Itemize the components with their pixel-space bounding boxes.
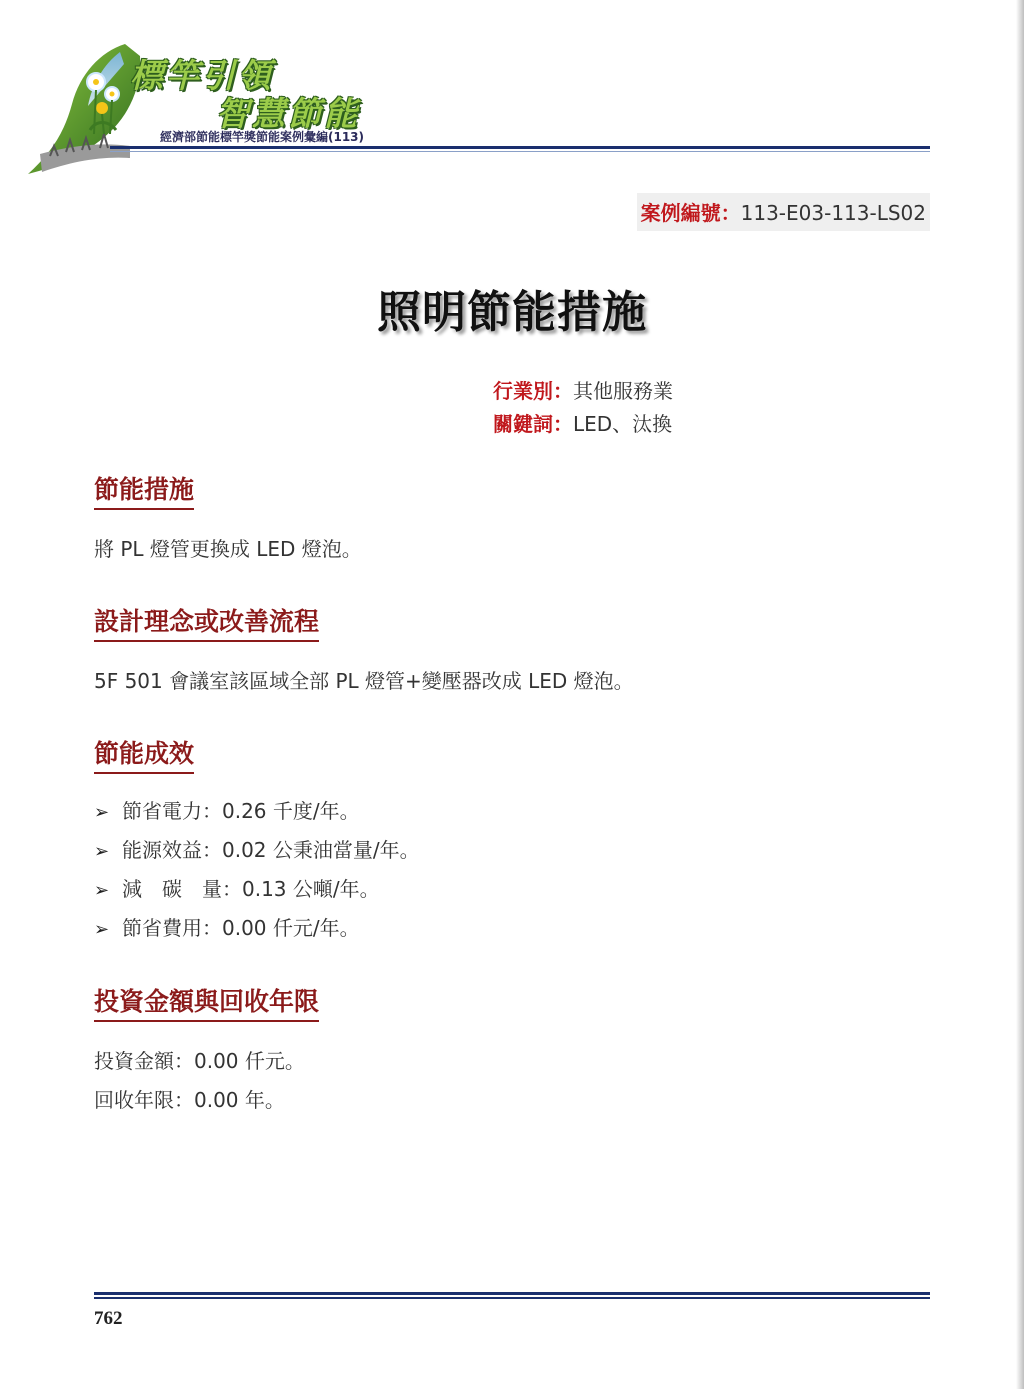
document-title: 照明節能措施 <box>377 287 647 338</box>
list-item <box>94 798 420 837</box>
case-number-label: 案例編號： <box>640 201 741 225</box>
industry-value: 其他服務業 <box>573 379 673 403</box>
result-item-text: 節省電力：0.26 千度/年。 <box>122 799 360 823</box>
measure-text: 將 PL 燈管更換成 LED 燈泡。 <box>94 537 362 561</box>
header-subtitle: 經濟部節能標竿獎節能案例彙編(113) <box>160 130 365 144</box>
slogan-line-1: 標竿引領 <box>130 56 274 95</box>
keywords-row <box>493 408 672 437</box>
industry-label: 行業別： <box>493 379 573 403</box>
page-edge-shadow <box>1016 0 1024 1389</box>
section-heading-results: 節能成效 <box>94 738 194 774</box>
arrow-bullet-icon: ➢ <box>94 919 110 940</box>
payback-period: 回收年限：0.00 年。 <box>94 1088 285 1112</box>
list-item <box>94 876 420 915</box>
section-heading-measure: 節能措施 <box>94 474 194 510</box>
footer-divider-2 <box>94 1297 930 1299</box>
keywords-label: 關鍵詞： <box>493 412 573 436</box>
slogan-line-2: 智慧節能 <box>216 94 360 133</box>
keywords-value: LED、汰換 <box>573 412 673 436</box>
header-logo <box>20 34 400 184</box>
list-item <box>94 915 420 954</box>
header-divider <box>110 146 930 149</box>
arrow-bullet-icon: ➢ <box>94 880 110 901</box>
section-heading-investment: 投資金額與回收年限 <box>94 986 319 1022</box>
result-item-text: 能源效益：0.02 公秉油當量/年。 <box>122 838 420 862</box>
result-item-text: 減 碳 量：0.13 公噸/年。 <box>122 877 380 901</box>
footer-divider <box>94 1292 930 1295</box>
arrow-bullet-icon: ➢ <box>94 802 110 823</box>
case-number <box>637 193 930 231</box>
arrow-bullet-icon: ➢ <box>94 841 110 862</box>
section-heading-design: 設計理念或改善流程 <box>94 606 319 642</box>
results-list <box>94 798 420 954</box>
page-number: 762 <box>94 1308 123 1329</box>
industry-row <box>493 375 673 404</box>
result-item-text: 節省費用：0.00 仟元/年。 <box>122 916 360 940</box>
design-text: 5F 501 會議室該區域全部 PL 燈管+變壓器改成 LED 燈泡。 <box>94 669 634 693</box>
case-number-value: 113-E03-113-LS02 <box>740 201 926 225</box>
list-item <box>94 837 420 876</box>
header-divider-thin <box>110 151 930 152</box>
investment-amount: 投資金額：0.00 仟元。 <box>94 1049 305 1073</box>
